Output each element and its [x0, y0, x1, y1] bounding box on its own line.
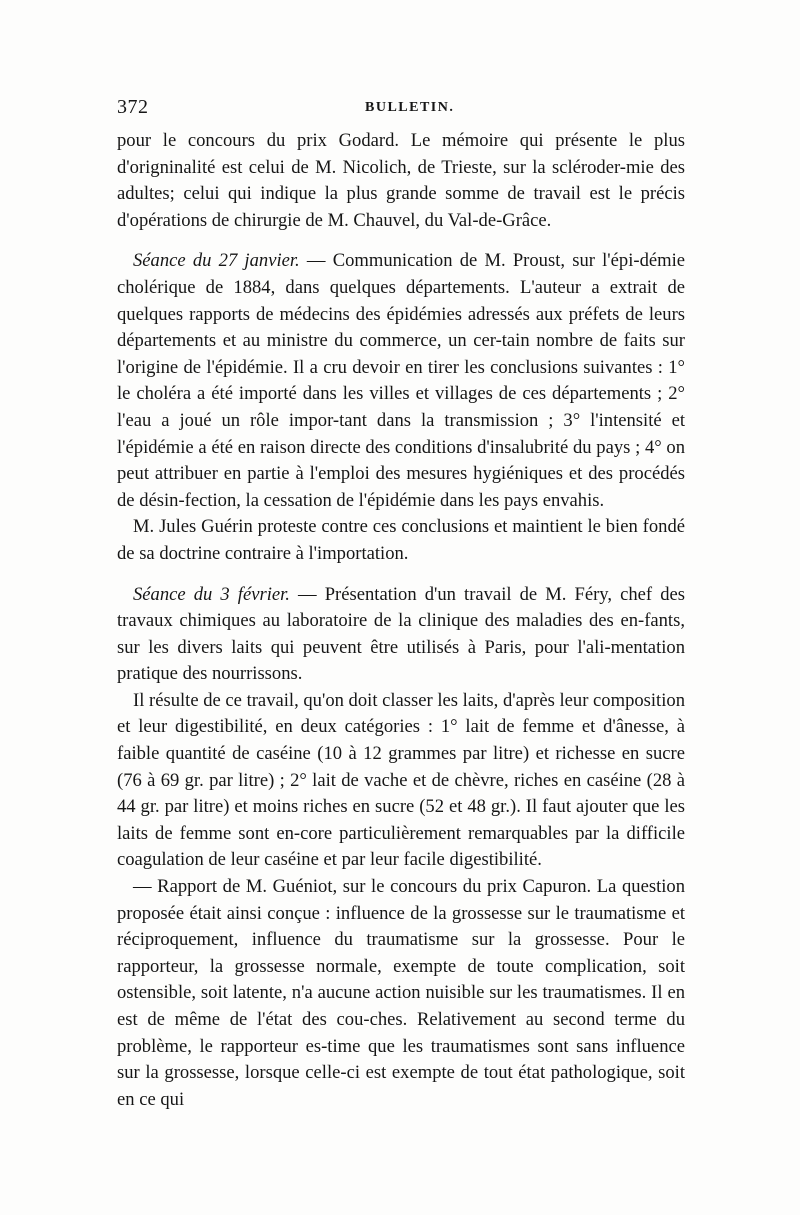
- paragraph-text: — Communication de M. Proust, sur l'épi-démie cholérique de 1884, dans quelques départements. L'auteur a extrait de quelques rapports de médecins des épidémies adressés aux préfets de leurs départements et au ministre du commerce, un cer-tain nombre de faits sur l'origine de l'épidémie. Il a cru devoir en tirer les conclusions suivantes : 1° le choléra a été importé dans les villes et villages de ces départements ; 2° l'eau a joué un rôle impor-tant dans la transmission ; 3° l'intensité et l'épidémie a été en raison directe des conditions d'insalubrité du pays ; 4° on peut attribuer en partie à l'emploi des mesures hygiéniques et des procédés de désin-fection, la cessation de l'épidémie dans les pays envahis.: [117, 250, 685, 511]
- paragraph-godard-prize: [117, 128, 685, 234]
- running-title: BULLETIN.: [365, 100, 455, 115]
- paragraph-text: pour le concours du prix Godard. Le mémoire qui présente le plus d'origninalité est celui de M. Nicolich, de Trieste, sur la scléroder-mie des adultes; celui qui indique la plus grande somme de travail est le précis d'opérations de chirurgie de M. Chauvel, du Val-de-Grâce.: [117, 130, 685, 231]
- session-date-label: Séance du 27 janvier.: [133, 250, 300, 272]
- section-gap: [117, 568, 685, 582]
- paragraph-text: Il résulte de ce travail, qu'on doit classer les laits, d'après leur composition et leur digestibilité, en deux catégories : 1° lait de femme et d'ânesse, à faible quantité de caséine (10 à 12 grammes par litre) et richesse en sucre (76 à 69 gr. par litre) ; 2° lait de vache et de chèvre, riches en caséine (28 à 44 gr. par litre) et moins riches en sucre (52 et 48 gr.). Il faut ajouter que les laits de femme sont en-core particulièrement remarquables par la difficile coagulation de leur caséine et par leur facile digestibilité.: [117, 689, 685, 871]
- paragraph-milk-classification: [117, 688, 685, 874]
- paragraph-text: M. Jules Guérin proteste contre ces conclusions et maintient le bien fondé de sa doctrine contraire à l'importation.: [117, 516, 685, 564]
- paragraph-text: — Présentation d'un travail de M. Féry, chef des travaux chimiques au laboratoire de la clinique des maladies des en-fants, sur les divers laits qui peuvent être utilisés à Paris, pour l'ali-mentation pratique des nourrissons.: [117, 583, 685, 685]
- paragraph-seance-27-janvier: [117, 248, 685, 514]
- paragraph-seance-3-fevrier: [117, 582, 685, 688]
- paragraph-guerin-protest: [117, 514, 685, 567]
- section-gap: [117, 234, 685, 248]
- session-date-label: Séance du 3 février.: [133, 583, 290, 605]
- page-number: 372: [117, 96, 149, 118]
- paragraph-capuron-prize: [117, 874, 685, 1113]
- paragraph-text: — Rapport de M. Guéniot, sur le concours du prix Capuron. La question proposée était ainsi conçue : influence de la grossesse sur le traumatisme et réciproquement, influence du traumatisme sur la grossesse. Pour le rapporteur, la grossesse normale, exempte de toute complication, soit ostensible, soit latente, n'a aucune action nuisible sur les traumatismes. Il en est de même de l'état des cou-ches. Relativement au second terme du problème, le rapporteur es-time que les traumatismes sont sans influence sur la grossesse, lorsque celle-ci est exempte de tout état pathologique, soit en ce qui: [117, 876, 685, 1110]
- running-head: [117, 96, 685, 126]
- body-text: [117, 128, 685, 1113]
